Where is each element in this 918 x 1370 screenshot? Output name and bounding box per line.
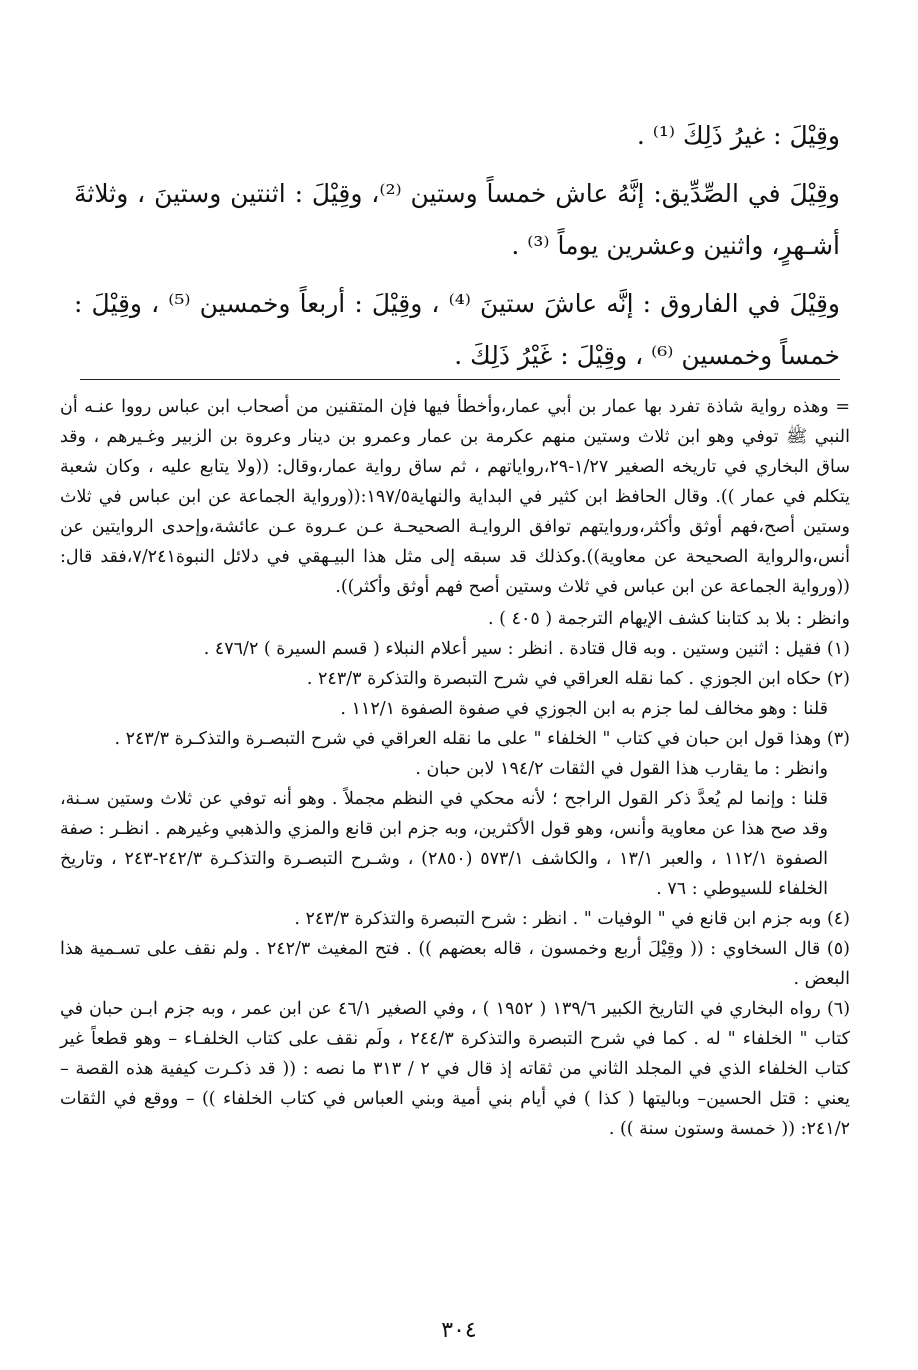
footnote-2: (٢) حكاه ابن الجوزي . كما نقله العراقي في شرح التبصرة والتذكرة ٢٤٣/٣ .: [306, 669, 850, 689]
footnote-2-note: قلنا : وهو مخالف لما جزم به ابن الجوزي في صفوة الصفوة ١١٢/١ .: [340, 699, 828, 719]
main-text: [74, 110, 840, 382]
main-paragraph-3: وقِيْلَ في الفاروق : إنَّه عاشَ ستينَ ⁽⁴⁾ ، وقِيْلَ : أربعاً وخمسين ⁽⁵⁾ ، وقِيْلَ : خمساً وخمسين ⁽⁶⁾ ، وقِيْلَ : غَيْرُ ذَلِكَ .: [74, 289, 840, 370]
footnote-5: (٥) قال السخاوي : (( وقِيْلَ أربع وخمسون ، قاله بعضهم )) . فتح المغيث ٢٤٢/٣ . ولم نقف على تسـمية هذا البعض .: [60, 939, 850, 989]
footnote-3: (٣) وهذا قول ابن حبان في كتاب " الخلفاء " على ما نقله العراقي في شرح التبصـرة والتذكـرة ٢٤٣/٣ .: [114, 729, 850, 749]
footnote-continuation: = وهذه رواية شاذة تفرد بها عمار بن أبي عمار،وأخطأ فيها فإن المتقنين من أصحاب ابن عباس رووا عنـه أن النبي ﷺ توفي وهو ابن ثلاث وستين منهم عكرمة بن عمار وعمرو بن دينار وعروة بن الزبير وغـيرهم ، وقد ساق البخاري في تاريخه الصغير ١/٢٧-٢٩،رواياتهم ، ثم ساق رواية عمار،وقال: ((ولا يتابع عليه ، وكان شعبة يتكلم في عمار )). وقال الحافظ ابن كثير في البداية والنهاية١٩٧/٥:((ورواية الجماعة عن ابن عباس في ثلاث وستين أصح،فهم أوثق وأكثر،وروايتهم توافق الروايـة الصحيحـة عـن عـروة عـن عائشة،وإحدى الروايتين عن أنس،والرواية الصحيحة عن معاوية)).وكذلك قد سبقه إلى مثل هذا البيـهقي في دلائل النبوة٧/٢٤١،فقد قال:((ورواية الجماعة عن ابن عباس في ثلاث وستين أصح فهم أوثق وأكثر)).: [60, 397, 850, 597]
footnote-4: (٤) وبه جزم ابن قانع في " الوفيات " . انظر : شرح التبصرة والتذكرة ٢٤٣/٣ .: [294, 909, 850, 929]
footnote-1: (١) فقيل : اثنين وستين . وبه قال قتادة . انظر : سير أعلام النبلاء ( قسم السيرة ) ٤٧٦/٢ .: [203, 639, 850, 659]
footnote-3-note: قلنا : وإنما لم يُعدَّ ذكر القول الراجح ؛ لأنه محكي في النظم مجملاً . وهو أنه توفي عن ثلاث وستين سـنة، وقد صح هذا عن معاوية وأنس، وهو قول الأكثرين، وبه جزم ابن قانع والمزي والذهبي وغيرهم . انظـر : صفة الصفوة ١١٢/١ ، والعبر ١٣/١ ، والكاشف ٥٧٣/١ (٢٨٥٠) ، وشـرح التبصـرة والتذكـرة ٢٤٢/٣-٢٤٣ ، وتاريخ الخلفاء للسيوطي : ٧٦ .: [60, 789, 829, 899]
footnote-continuation-see-also: وانظر : بلا بد كتابنا كشف الإيهام الترجمة ( ٤٠٥ ) .: [488, 609, 850, 629]
footnotes-section: [60, 392, 850, 1144]
page-number: ٣٠٤: [441, 1318, 477, 1343]
main-paragraph-2: وقِيْلَ في الصِّدِّيق: إنَّهُ عاش خمساً وستين ⁽²⁾، وقِيْلَ : اثنتين وستينَ ، وثلاثةَ أشـهرٍ، واثنين وعشرين يوماً ⁽³⁾ .: [74, 179, 840, 260]
footnote-3-see-also: وانظر : ما يقارب هذا القول في الثقات ١٩٤/٢ لابن حبان .: [415, 759, 828, 779]
footnote-divider: [80, 379, 840, 380]
main-paragraph-1: وقِيْلَ : غيرُ ذَلِكَ ⁽¹⁾ .: [636, 121, 840, 150]
footnote-6: (٦) رواه البخاري في التاريخ الكبير ١٣٩/٦ ( ١٩٥٢ ) ، وفي الصغير ٤٦/١ عن ابن عمر ، وبه جزم ابـن حبان في كتاب " الخلفاء " له . كما في شرح التبصرة والتذكرة ٢٤٤/٣ ، ولَم نقف على كتاب الخلفـاء – وهو قطعاً غير كتاب الخلفاء الذي في المجلد الثاني من ثقاته إذ قال في ٢ / ٣١٣ ما نصه : (( قد ذكـرت كيفية هذه القصة – يعني : قتل الحسين– وباليتها ( كذا ) في أيام بني أمية وبني العباس في كتاب الخلفاء )) – ووقع في الثقات ٢٤١/٢: (( خمسة وستون سنة )) .: [60, 999, 851, 1139]
